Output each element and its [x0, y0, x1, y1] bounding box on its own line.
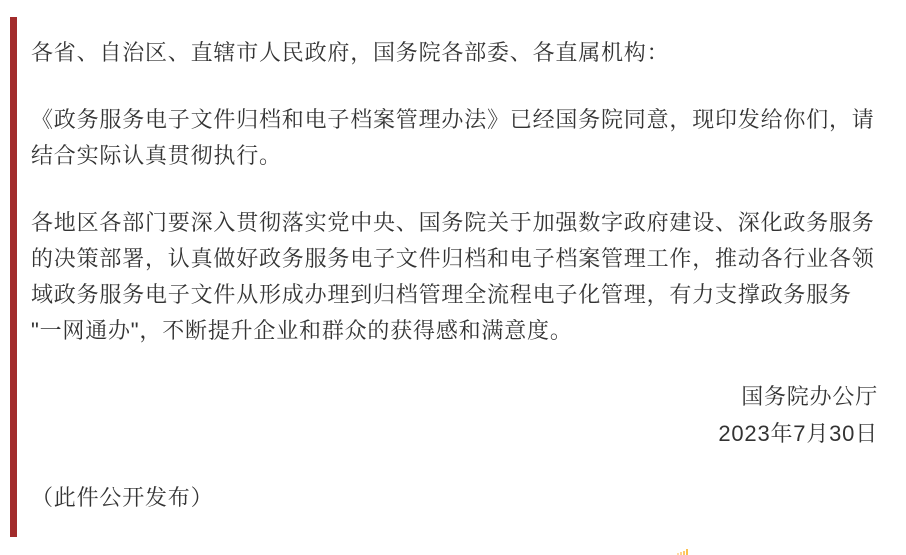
paragraph-line: 《政务服务电子文件归档和电子档案管理办法》已经国务院同意，现印发给你们，请 — [31, 107, 875, 132]
bar-chart-icon-bar — [686, 549, 688, 555]
issue-date: 2023年7月30日 — [718, 421, 878, 446]
publication-note: （此件公开发布） — [31, 485, 214, 510]
salutation-line: 各省、自治区、直辖市人民政府，国务院各部委、各直属机构： — [31, 40, 670, 65]
paragraph-line: 各地区各部门要深入贯彻落实党中央、国务院关于加强数字政府建设、深化政务服务 — [31, 210, 875, 235]
implementation-paragraph — [31, 205, 878, 349]
issuing-authority: 国务院办公厅 — [741, 384, 878, 409]
bar-chart-icon-bar — [683, 551, 685, 555]
signature-block — [31, 378, 878, 452]
paragraph-line: 的决策部署，认真做好政务服务电子文件归档和电子档案管理工作，推动各行业各领 — [31, 246, 875, 271]
bar-chart-icon — [677, 549, 690, 555]
paragraph-line: 结合实际认真贯彻执行。 — [31, 143, 282, 168]
forwarding-paragraph — [31, 102, 878, 174]
left-accent-bar — [10, 17, 17, 537]
document-body — [31, 35, 878, 516]
paragraph-line: 域政务服务电子文件从形成办理到归档管理全流程电子化管理，有力支撑政务服务 — [31, 282, 852, 307]
paragraph-line: "一网通办"，不断提升企业和群众的获得感和满意度。 — [31, 318, 573, 343]
